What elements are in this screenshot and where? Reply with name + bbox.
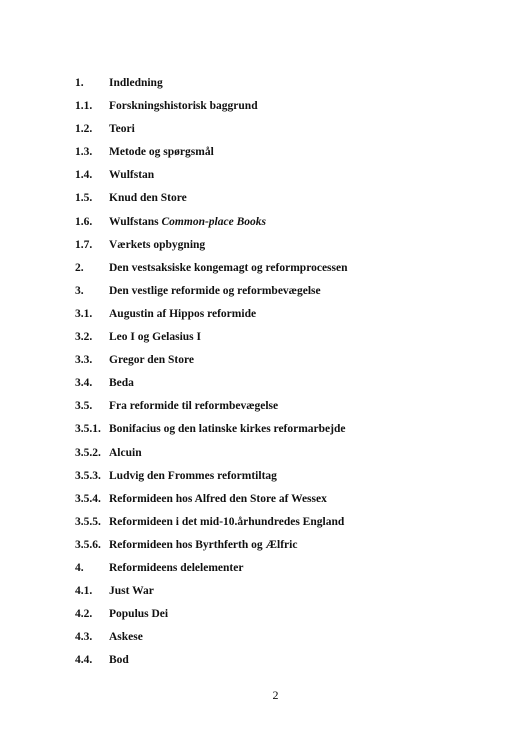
toc-entry-number: 3.4.	[75, 377, 93, 390]
toc-entry-title-text: Ludvig den Frommes reformtiltag	[109, 469, 277, 482]
toc-entry	[75, 331, 495, 354]
toc-entry-title-text: Gregor den Store	[109, 354, 194, 367]
toc-entry-title	[109, 123, 495, 135]
toc-entry-number: 3.1.	[75, 307, 93, 320]
toc-entry	[75, 100, 495, 123]
toc-entry-title-text: Wulfstans	[109, 215, 162, 228]
toc-entry-number: 3.5.3.	[75, 469, 101, 482]
toc-entry-number: 1.4.	[75, 169, 93, 182]
toc-entry-number: 3.3.	[75, 354, 93, 367]
toc-entry	[75, 516, 495, 539]
toc-entry-title-text: Bod	[109, 654, 129, 667]
toc-entry-title	[109, 285, 495, 297]
table-of-contents	[75, 77, 495, 677]
toc-entry	[75, 539, 495, 562]
toc-entry-title-text: Bonifacius og den latinske kirkes reformarbejde	[109, 423, 346, 436]
toc-entry-number: 4.1.	[75, 585, 93, 598]
toc-entry-title	[109, 377, 495, 389]
toc-entry-title	[109, 447, 495, 459]
page-number: 2	[272, 688, 279, 702]
toc-entry-title	[109, 100, 495, 112]
toc-entry-title-text: Den vestsaksiske kongemagt og reformprocessen	[109, 261, 348, 274]
toc-entry	[75, 585, 495, 608]
toc-entry	[75, 192, 495, 215]
toc-entry-title	[109, 77, 495, 89]
toc-entry	[75, 400, 495, 423]
toc-entry	[75, 470, 495, 493]
toc-entry-title-text: Knud den Store	[109, 192, 187, 205]
toc-entry-title-text: Indledning	[109, 77, 163, 89]
toc-entry-number: 1.1.	[75, 100, 93, 113]
toc-entry	[75, 562, 495, 585]
toc-entry	[75, 123, 495, 146]
toc-entry-title-text: Leo I og Gelasius I	[109, 331, 202, 344]
toc-entry	[75, 239, 495, 262]
toc-entry-number: 3.5.2.	[75, 446, 101, 459]
toc-entry-number: 1.7.	[75, 238, 93, 251]
toc-entry-number: 3.5.6.	[75, 538, 101, 551]
toc-entry-title-text: Augustin af Hippos reformide	[109, 307, 257, 320]
toc-entry-number: 3.5.4.	[75, 492, 101, 505]
toc-entry	[75, 493, 495, 516]
toc-entry-title	[109, 608, 495, 620]
toc-entry	[75, 308, 495, 331]
toc-entry-title	[109, 493, 495, 505]
toc-entry	[75, 146, 495, 169]
toc-entry-title-text: Metode og spørgsmål	[109, 146, 214, 159]
toc-entry-number: 3.5.5.	[75, 515, 101, 528]
toc-entry-title	[109, 146, 495, 158]
toc-entry	[75, 77, 495, 100]
toc-entry-title	[109, 423, 495, 435]
toc-entry	[75, 262, 495, 285]
toc-entry	[75, 608, 495, 631]
toc-entry-title-text: Teori	[109, 123, 135, 136]
toc-entry-title	[109, 192, 495, 204]
toc-entry-title	[109, 516, 495, 528]
toc-entry-title-text: Wulfstan	[109, 169, 155, 182]
toc-entry-title-text: Just War	[109, 585, 154, 598]
toc-entry-number: 4.3.	[75, 631, 93, 644]
toc-entry	[75, 447, 495, 470]
toc-entry-number: 1.5.	[75, 192, 93, 205]
toc-entry-title-text: Værkets opbygning	[109, 238, 206, 251]
toc-entry-title-text: Reformideens delelementer	[109, 561, 244, 574]
toc-entry-title	[109, 654, 495, 666]
toc-entry-title-text: Forskningshistorisk baggrund	[109, 100, 258, 113]
toc-entry-title	[109, 354, 495, 366]
toc-entry	[75, 631, 495, 654]
toc-entry	[75, 654, 495, 677]
toc-entry-title	[109, 308, 495, 320]
toc-entry-title-text: Alcuin	[109, 446, 142, 459]
toc-entry-title	[109, 216, 495, 228]
toc-entry-title-text: Reformideen i det mid-10.århundredes England	[109, 515, 345, 528]
toc-entry	[75, 285, 495, 308]
toc-entry-number: 1.2.	[75, 123, 93, 136]
toc-entry-number: 1.3.	[75, 146, 93, 159]
toc-entry-title-text: Askese	[109, 631, 143, 644]
toc-entry-title	[109, 562, 495, 574]
toc-entry-number: 1.6.	[75, 215, 93, 228]
toc-entry-title	[109, 631, 495, 643]
toc-entry-title-text: Den vestlige reformide og reformbevægelse	[109, 284, 321, 297]
toc-entry-title	[109, 331, 495, 343]
toc-entry-number: 3.5.1.	[75, 423, 101, 436]
toc-entry-title	[109, 239, 495, 251]
toc-entry-number: 3.2.	[75, 331, 93, 344]
toc-entry	[75, 169, 495, 192]
toc-entry-title	[109, 400, 495, 412]
toc-entry	[75, 216, 495, 239]
toc-entry-title	[109, 262, 495, 274]
toc-entry-number: 3.5.	[75, 400, 93, 413]
toc-entry-title-text: Reformideen hos Alfred den Store af Wessex	[109, 492, 327, 505]
toc-entry-title	[109, 169, 495, 181]
toc-entry-title-text: Populus Dei	[109, 608, 169, 621]
toc-entry-number: 4.	[75, 561, 84, 574]
toc-entry-title-text: Fra reformide til reformbevægelse	[109, 400, 279, 413]
toc-entry-title-text: Beda	[109, 377, 134, 390]
toc-entry-number: 2.	[75, 261, 84, 274]
toc-entry-number: 1.	[75, 77, 84, 89]
toc-entry-title	[109, 585, 495, 597]
toc-entry-number: 4.2.	[75, 608, 93, 621]
toc-entry-title-italic: Common-place Books	[161, 215, 266, 228]
toc-entry-title	[109, 539, 495, 551]
toc-entry	[75, 423, 495, 446]
toc-entry-number: 4.4.	[75, 654, 93, 667]
toc-entry	[75, 354, 495, 377]
toc-entry	[75, 377, 495, 400]
toc-entry-title-text: Reformideen hos Byrthferth og Ælfric	[109, 538, 298, 551]
toc-entry-title	[109, 470, 495, 482]
toc-entry-number: 3.	[75, 284, 84, 297]
